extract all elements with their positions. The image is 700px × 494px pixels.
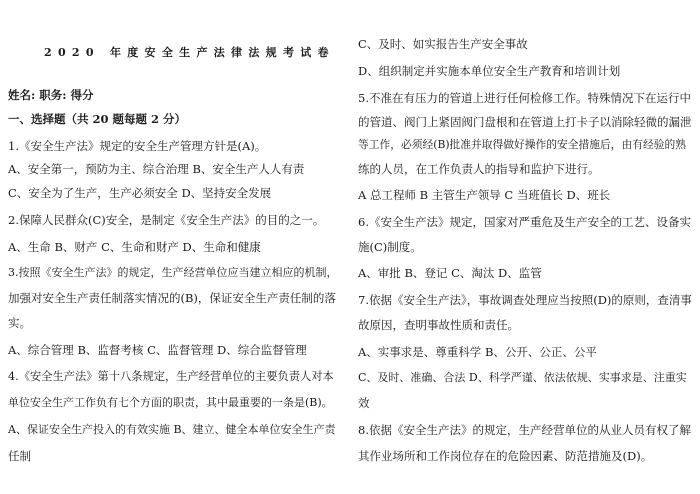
section-heading: 一、选择题（共 20 题每题 2 分） bbox=[8, 112, 187, 126]
text-line: 任制 bbox=[8, 449, 31, 463]
text-line: 等工作，必须经(B)批准并取得做好操作的安全措施后，由有经验的熟 bbox=[358, 138, 687, 151]
text-line: 8.依据《安全生产法》的规定，生产经营单位的从业人员有权了解 bbox=[358, 423, 691, 437]
text-line: 其作业场所和工作岗位存在的危险因素、防范措施及(D)。 bbox=[358, 449, 653, 463]
text-line: 施(C)制度。 bbox=[358, 240, 422, 254]
text-line: 3.按照《安全生产法》的规定，生产经营单位应当建立相应的机制， bbox=[8, 266, 338, 279]
text-line: 的管道、阀门上紧固阀门盘根和在管道上打卡子以消除轻微的漏泄 bbox=[358, 115, 692, 129]
text-line: 2.保障人民群众(C)安全，是制定《安全生产法》的目的之一。 bbox=[8, 213, 325, 227]
text-line: 5.不准在有压力的管道上进行任何检修工作。特殊情况下在运行中 bbox=[358, 91, 691, 105]
text-line: 效 bbox=[358, 396, 370, 410]
text-line: 练的人员，在工作负责人的指导和监护下进行。 bbox=[358, 162, 600, 176]
text-line: 加强对安全生产责任制落实情况的(B)，保证安全生产责任制的落 bbox=[8, 291, 336, 305]
text-line: A、实事求是、尊重科学 B、公开、公正、公平 bbox=[358, 345, 597, 359]
text-line: 实。 bbox=[8, 316, 31, 330]
text-line: A、保证安全生产投入的有效实施 B、建立、健全本单位安全生产责 bbox=[8, 423, 336, 436]
text-line: C、及时、如实报告生产安全事故 bbox=[358, 37, 528, 51]
text-line: A、审批 B、登记 C、淘汰 D、监管 bbox=[358, 266, 542, 280]
text-line: 故原因，查明事故性质和责任。 bbox=[358, 318, 519, 332]
exam-title: 2020 年度安全生产法律法规考试卷 bbox=[44, 46, 335, 59]
text-line: 单位安全生产工作负有七个方面的职责，其中最重要的一条是(B)。 bbox=[8, 396, 333, 409]
text-line: 1.《安全生产法》规定的安全生产管理方针是(A)。 bbox=[8, 139, 267, 153]
text-line: 6.《安全生产法》规定，国家对严重危及生产安全的工艺、设备实 bbox=[358, 215, 691, 229]
text-line: 4.《安全生产法》第十八条规定，生产经营单位的主要负责人对本 bbox=[8, 370, 334, 383]
text-line: C、及时、准确、合法 D、科学严谨、依法依规、实事求是、注重实 bbox=[358, 371, 687, 384]
text-line: A、生命 B、财产 C、生命和财产 D、生命和健康 bbox=[8, 240, 261, 254]
info-line: 姓名: 职务: 得分 bbox=[8, 88, 94, 102]
text-line: 7.依据《安全生产法》，事故调查处理应当按照(D)的原则，查清事 bbox=[358, 293, 692, 307]
text-line: A、综合管理 B、监督考核 C、监督管理 D、综合监督管理 bbox=[8, 343, 307, 357]
text-line: C、安全为了生产，生产必须安全 D、坚持安全发展 bbox=[8, 186, 272, 200]
text-line: A、安全第一，预防为主、综合治理 B、安全生产人人有责 bbox=[8, 162, 305, 176]
text-line: D、组织制定并实施本单位安全生产教育和培训计划 bbox=[358, 64, 621, 78]
text-line: A 总工程师 B 主管生产领导 C 当班值长 D、班长 bbox=[358, 188, 611, 202]
